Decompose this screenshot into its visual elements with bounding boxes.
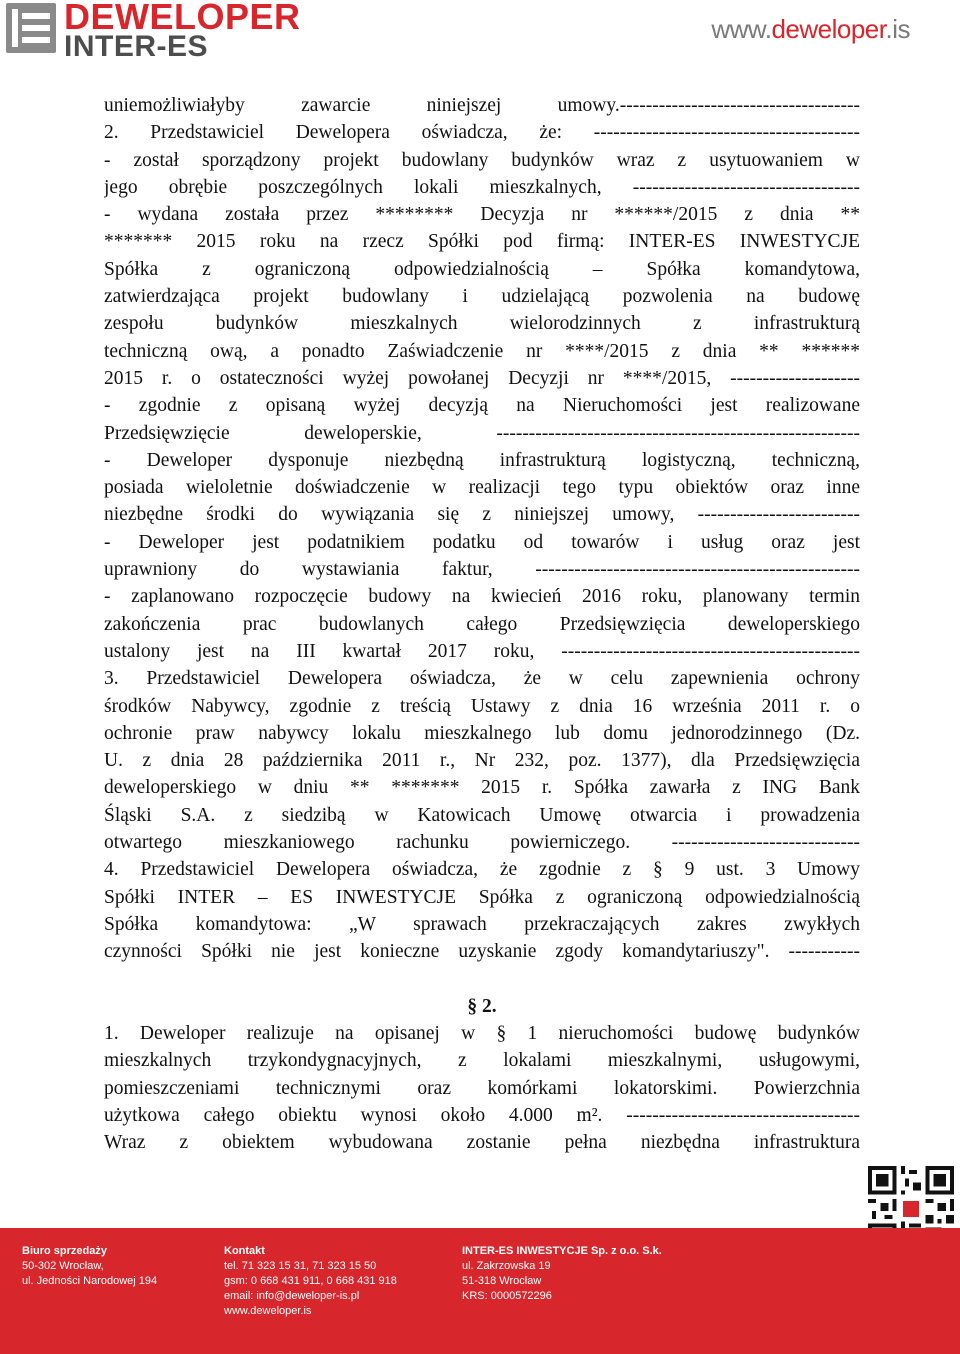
body-line: Spółki INTER – ES INWESTYCJE Spółka z ograniczoną odpowiedzialnością <box>104 886 860 908</box>
body-line: użytkowa całego obiektu wynosi około 4.000 m². ------------------------------------ <box>104 1104 860 1126</box>
body-line: 2. Przedstawiciel Dewelopera oświadcza, że: ----------------------------------------- <box>104 122 860 144</box>
body-line: Spółka komandytowa: „W sprawach przekraczających zakres zwykłych <box>104 913 860 935</box>
brand-name: DEWELOPER <box>64 0 301 37</box>
body-line: uniemożliwiałyby zawarcie niniejszej umowy.------------------------------------- <box>104 95 860 116</box>
body-line: 1. Deweloper realizuje na opisanej w § 1 nieruchomości budowę budynków <box>104 1023 860 1045</box>
body-line: U. z dnia 28 października 2011 r., Nr 232, poz. 1377), dla Przedsięwzięcia <box>104 750 860 772</box>
body-line: ustalony jest na III kwartał 2017 roku, ---------------------------------------------- <box>104 640 860 662</box>
body-line: - Deweloper jest podatnikiem podatku od towarów i usług oraz jest <box>104 531 860 553</box>
footer-sales-office: Biuro sprzedaży 50-302 Wrocław, ul. Jedności Narodowej 194 <box>22 1245 158 1287</box>
logo-mark-icon <box>6 3 56 53</box>
body-line: czynności Spółki nie jest konieczne uzyskanie zgody komandytariuszy". ----------- <box>104 941 860 963</box>
body-line: zespołu budynków mieszkalnych wielorodzinnych z infrastrukturą <box>104 313 860 335</box>
body-line: deweloperskiego w dniu ** ******* 2015 r. Spółka zawarła z ING Bank <box>104 777 860 799</box>
body-line: środków Nabywcy, zgodnie z treścią Ustawy z dnia 16 września 2011 r. o <box>104 695 860 717</box>
body-line: zakończenia prac budowlanych całego Przedsięwzięcia deweloperskiego <box>104 613 860 635</box>
website-link[interactable]: www.deweloper.is <box>711 14 910 44</box>
footer-website-link[interactable]: www.deweloper.is <box>224 1305 312 1317</box>
body-line: Wraz z obiektem wybudowana zostanie pełna niezbędna infrastruktura <box>104 1132 860 1154</box>
body-line: techniczną ową, a ponadto Zaświadczenie nr ****/2015 z dnia ** ****** <box>104 340 860 362</box>
body-line: posiada wieloletnie doświadczenie w realizacji tego typu obiektów oraz inne <box>104 477 860 499</box>
body-line: pomieszczeniami technicznymi oraz komórkami lokatorskimi. Powierzchnia <box>104 1077 860 1099</box>
body-line: ******* 2015 roku na rzecz Spółki pod firmą: INTER-ES INWESTYCJE <box>104 231 860 253</box>
body-line: uprawniony do wystawiania faktur, -------------------------------------------------- <box>104 559 860 581</box>
footer-company: INTER-ES INWESTYCJE Sp. z o.o. S.k. ul. Zakrzowska 19 51-318 Wrocław KRS: 0000572296 <box>462 1245 662 1302</box>
document-body <box>104 92 860 1157</box>
body-line: Przedsięwzięcie deweloperskie, -------------------------------------------------------- <box>104 422 860 444</box>
body-line: - został sporządzony projekt budowlany budynków wraz z usytuowaniem w <box>104 149 860 171</box>
brand-subname: INTER-ES <box>64 30 209 63</box>
body-line: jego obrębie poszczególnych lokali mieszkalnych, ----------------------------------- <box>104 176 860 198</box>
body-line <box>104 966 860 993</box>
footer-email-link[interactable]: email: info@deweloper-is.pl <box>224 1290 360 1302</box>
body-line: - zaplanowano rozpoczęcie budowy na kwiecień 2016 roku, planowany termin <box>104 586 860 608</box>
body-line: Spółka z ograniczoną odpowiedzialnością – Spółka komandytowa, <box>104 258 860 280</box>
page-footer <box>0 1228 960 1354</box>
body-line: - wydana została przez ******** Decyzja nr ******/2015 z dnia ** <box>104 204 860 226</box>
footer-contact: Kontakt tel. 71 323 15 31, 71 323 15 50 gsm: 0 668 431 911, 0 668 431 918 email: info@deweloper-is.pl www.deweloper.is <box>224 1245 397 1317</box>
body-line: otwartego mieszkaniowego rachunku powierniczego. ----------------------------- <box>104 832 860 854</box>
body-line: - Deweloper dysponuje niezbędną infrastrukturą logistyczną, techniczną, <box>104 449 860 471</box>
body-line: 2015 r. o ostateczności wyżej powołanej Decyzji nr ****/2015, -------------------- <box>104 367 860 389</box>
body-line: - zgodnie z opisaną wyżej decyzją na Nieruchomości jest realizowane <box>104 395 860 417</box>
body-line: mieszkalnych trzykondygnacyjnych, z lokalami mieszkalnymi, usługowymi, <box>104 1050 860 1072</box>
body-line: zatwierdzająca projekt budowlany i udzielającą pozwolenia na budowę <box>104 286 860 308</box>
body-line: Śląski S.A. z siedzibą w Katowicach Umowę otwarcia i prowadzenia <box>104 804 860 826</box>
body-line: ochronie praw nabywcy lokalu mieszkalnego lub domu jednorodzinnego (Dz. <box>104 722 860 744</box>
page-header <box>0 0 960 80</box>
body-line: 4. Przedstawiciel Dewelopera oświadcza, że zgodnie z § 9 ust. 3 Umowy <box>104 859 860 881</box>
body-line: 3. Przedstawiciel Dewelopera oświadcza, że w celu zapewnienia ochrony <box>104 668 860 690</box>
section-heading: § 2. <box>467 995 497 1017</box>
body-line: niezbędne środki do wywiązania się z niniejszej umowy, ------------------------- <box>104 504 860 526</box>
